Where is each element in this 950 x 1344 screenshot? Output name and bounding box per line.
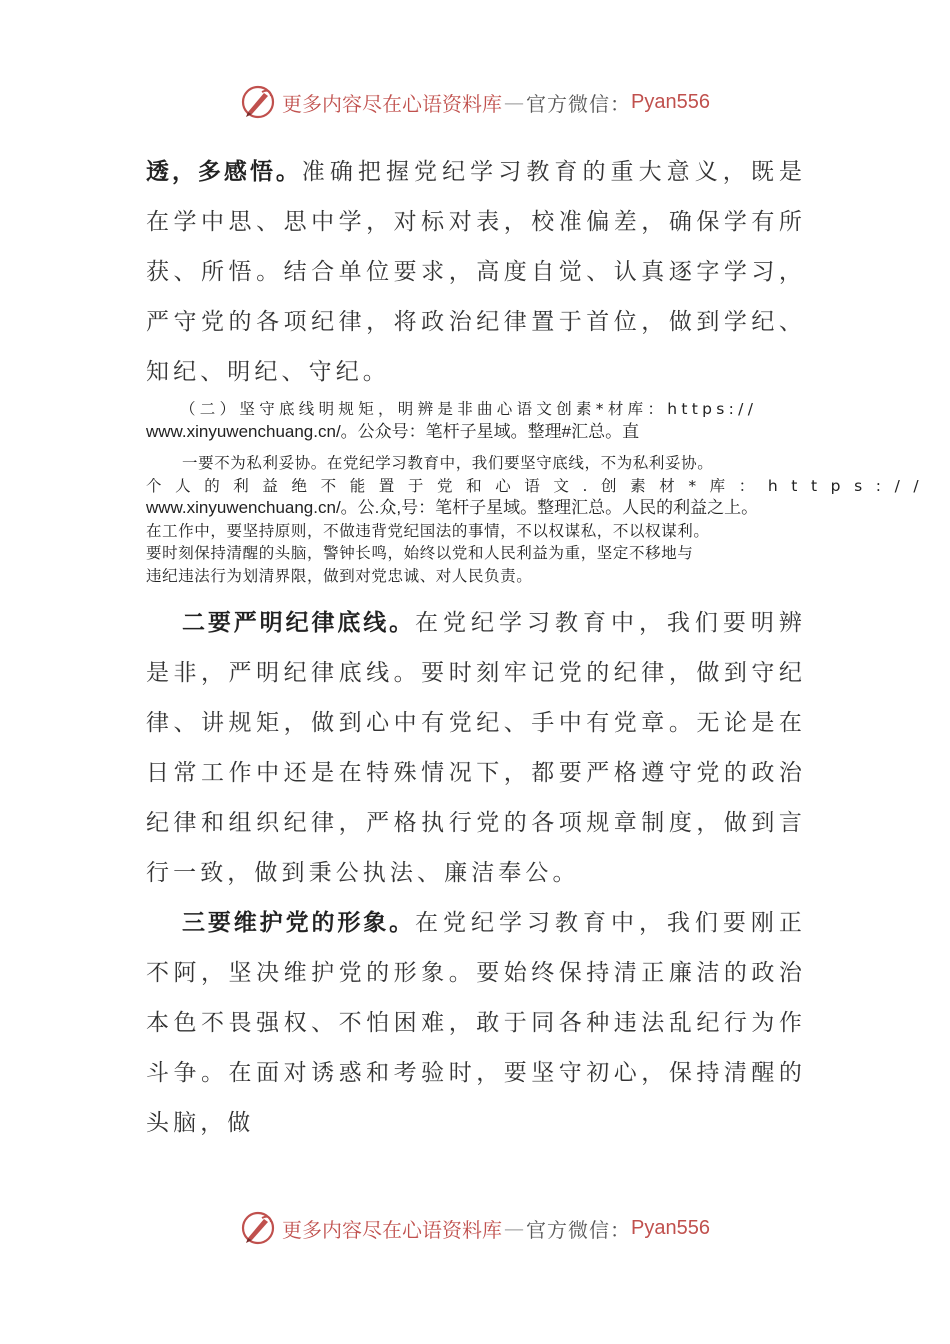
brand-dash: —: [504, 1216, 525, 1240]
wechat-id: Pyan556: [631, 1216, 710, 1239]
small-line: 一要不为私利妥协。在党纪学习教育中，我们要坚守底线，不为私利妥协。: [182, 454, 714, 472]
pen-logo-icon: [240, 84, 276, 120]
official-label: 官方微信：: [526, 1217, 632, 1242]
small-line: 在工作中，要坚持原则，不做违背党纪国法的事情，不以权谋私，不以权谋利。: [146, 521, 710, 540]
small-line: 违纪违法行为划清界限，做到对党忠诚、对人民负责。: [146, 566, 533, 585]
paragraph-lead: 二要严明纪律底线。: [182, 610, 416, 636]
small-line: 个人的利益绝不能置于党和心语文.创素材*库：https://: [146, 476, 933, 495]
paragraph-small: [146, 452, 933, 587]
paragraph-body: 在党纪学习教育中，我们要刚正不阿，坚决维护党的形象。要始终保持清正廉洁的政治本色不畏强权、不怕困难，敢于同各种违法乱纪行为作斗争。在面对诱惑和考验时，要坚守初心，保持清醒的头脑，做: [146, 910, 806, 1136]
brand-text: 更多内容尽在心语资料库: [282, 1217, 503, 1242]
section-heading-line: （二）坚守底线明规矩，明辨是非曲心语文创素*材库：https://: [180, 400, 758, 418]
brand-text: 更多内容尽在心语资料库: [282, 91, 503, 116]
small-line: 要时刻保持清醒的头脑，警钟长鸣，始终以党和人民利益为重，坚定不移地与: [146, 544, 694, 562]
section-heading-2: [146, 398, 808, 443]
paragraph-discipline: [146, 598, 806, 898]
footer-watermark: [0, 1210, 950, 1246]
official-label: 官方微信：: [526, 91, 632, 116]
section-heading-line: www.xinyuwenchuang.cn/。公众号：笔杆子星域。整理#汇总。直: [146, 421, 640, 441]
paragraph-continuation: [146, 147, 806, 397]
brand-dash: —: [504, 90, 525, 114]
paragraph-body: 在党纪学习教育中，我们要明辨是非，严明纪律底线。要时刻牢记党的纪律，做到守纪律、讲规矩，做到心中有党纪、手中有党章。无论是在日常工作中还是在特殊情况下，都要严格遵守党的政治纪律和组织纪律，严格执行党的各项规章制度，做到言行一致，做到秉公执法、廉洁奉公。: [146, 610, 806, 886]
header-watermark: [0, 84, 950, 120]
paragraph-lead: 透，多感悟。: [146, 159, 302, 185]
paragraph-lead: 三要维护党的形象。: [182, 910, 416, 936]
small-line: www.xinyuwenchuang.cn/。公.众,号：笔杆子星域。整理汇总。人民的利益之上。: [146, 498, 759, 517]
paragraph-body: 准确把握党纪学习教育的重大意义，既是在学中思、思中学，对标对表，校准偏差，确保学有所获、所悟。结合单位要求，高度自觉、认真逐字学习，严守党的各项纪律，将政治纪律置于首位，做到学纪、知纪、明纪、守纪。: [146, 159, 806, 385]
pen-logo-icon: [240, 1210, 276, 1246]
paragraph-image: [146, 898, 806, 1148]
wechat-id: Pyan556: [631, 90, 710, 113]
